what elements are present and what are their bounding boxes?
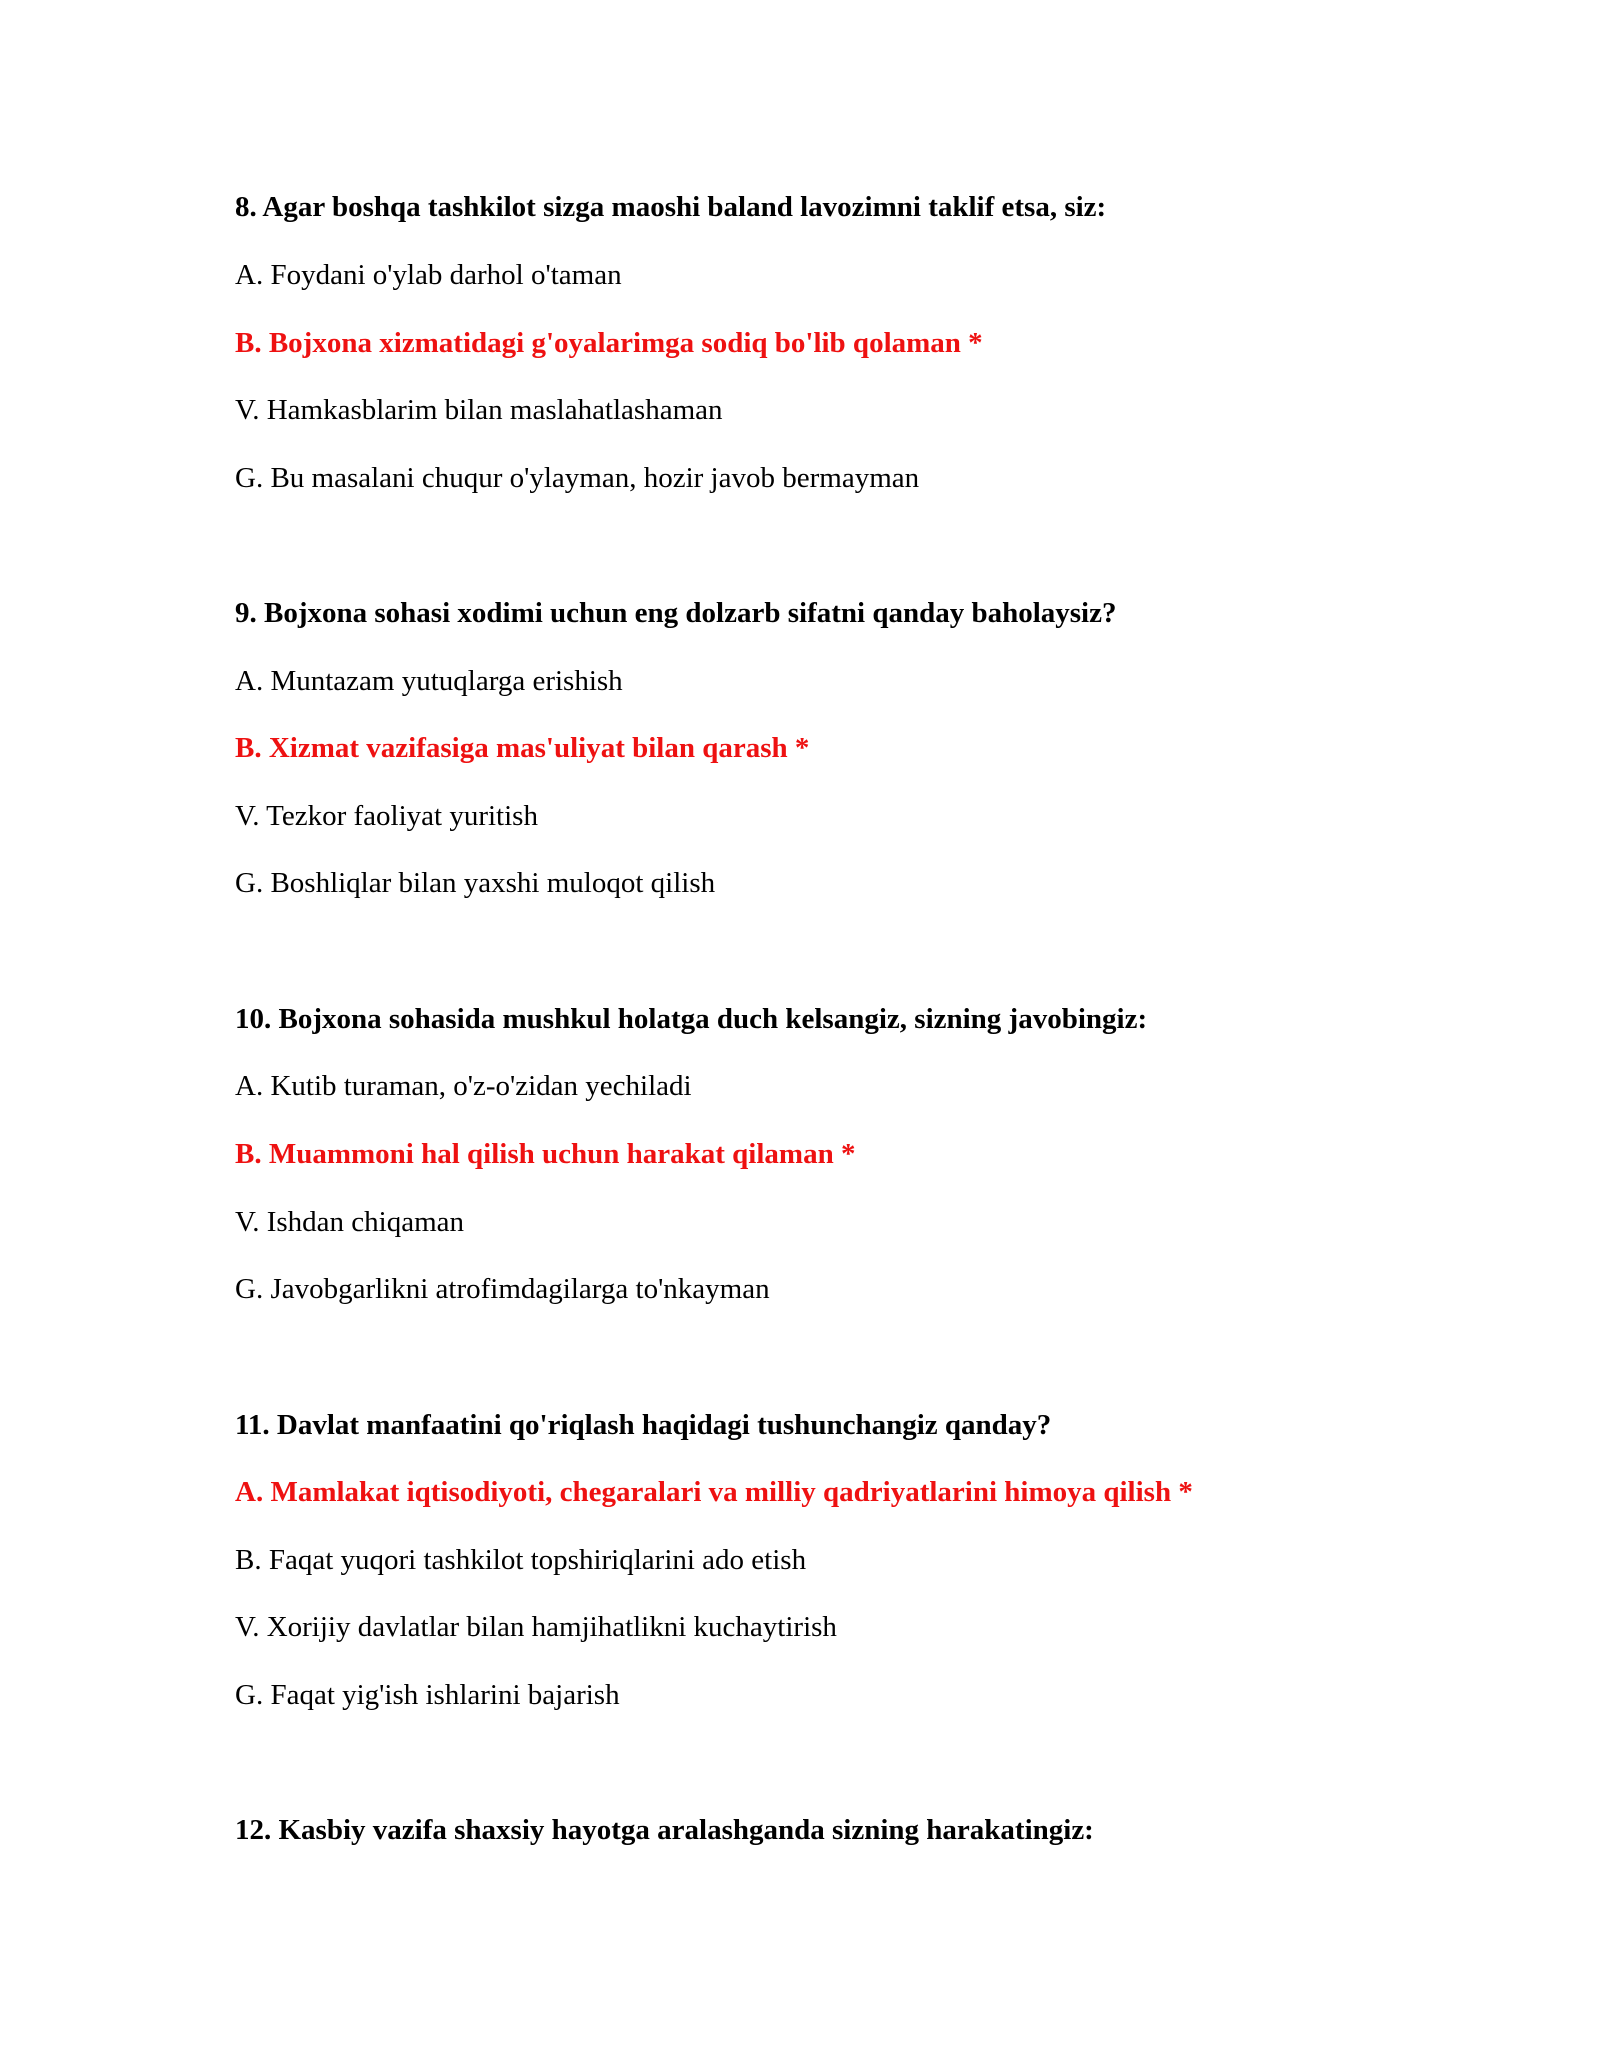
question-11-option-v: V. Xorijiy davlatlar bilan hamjihatlikni kuchaytirish (235, 1611, 837, 1643)
question-11-text: 11. Davlat manfaatini qo'riqlash haqidagi tushunchangiz qanday? (235, 1409, 1052, 1441)
question-9-option-b-correct: B. Xizmat vazifasiga mas'uliyat bilan qarash * (235, 732, 810, 764)
question-10-option-a: A. Kutib turaman, o'z-o'zidan yechiladi (235, 1070, 692, 1102)
question-11-option-a-correct: A. Mamlakat iqtisodiyoti, chegaralari va milliy qadriyatlarini himoya qilish * (235, 1476, 1193, 1508)
question-9-option-g: G. Boshliqlar bilan yaxshi muloqot qilish (235, 867, 716, 899)
question-8-option-g: G. Bu masalani chuqur o'ylayman, hozir javob bermayman (235, 462, 920, 494)
question-12-text: 12. Kasbiy vazifa shaxsiy hayotga aralashganda sizning harakatingiz: (235, 1814, 1094, 1846)
question-10-option-v: V. Ishdan chiqaman (235, 1206, 464, 1238)
question-10-text: 10. Bojxona sohasida mushkul holatga duch kelsangiz, sizning javobingiz: (235, 1003, 1148, 1035)
question-10-option-g: G. Javobgarlikni atrofimdagilarga to'nkayman (235, 1273, 770, 1305)
question-11-option-b: B. Faqat yuqori tashkilot topshiriqlarini ado etish (235, 1544, 807, 1576)
question-9-option-v: V. Tezkor faoliyat yuritish (235, 800, 538, 832)
question-9-text: 9. Bojxona sohasi xodimi uchun eng dolzarb sifatni qanday baholaysiz? (235, 597, 1117, 629)
question-8-text: 8. Agar boshqa tashkilot sizga maoshi baland lavozimni taklif etsa, siz: (235, 191, 1107, 223)
question-8-option-v: V. Hamkasblarim bilan maslahatlashaman (235, 394, 723, 426)
question-9-option-a: A. Muntazam yutuqlarga erishish (235, 665, 623, 697)
question-10-option-b-correct: B. Muammoni hal qilish uchun harakat qilaman * (235, 1138, 856, 1170)
question-8-option-a: A. Foydani o'ylab darhol o'taman (235, 259, 622, 291)
question-11-option-g: G. Faqat yig'ish ishlarini bajarish (235, 1679, 620, 1711)
question-8-option-b-correct: B. Bojxona xizmatidagi g'oyalarimga sodiq bo'lib qolaman * (235, 327, 983, 359)
